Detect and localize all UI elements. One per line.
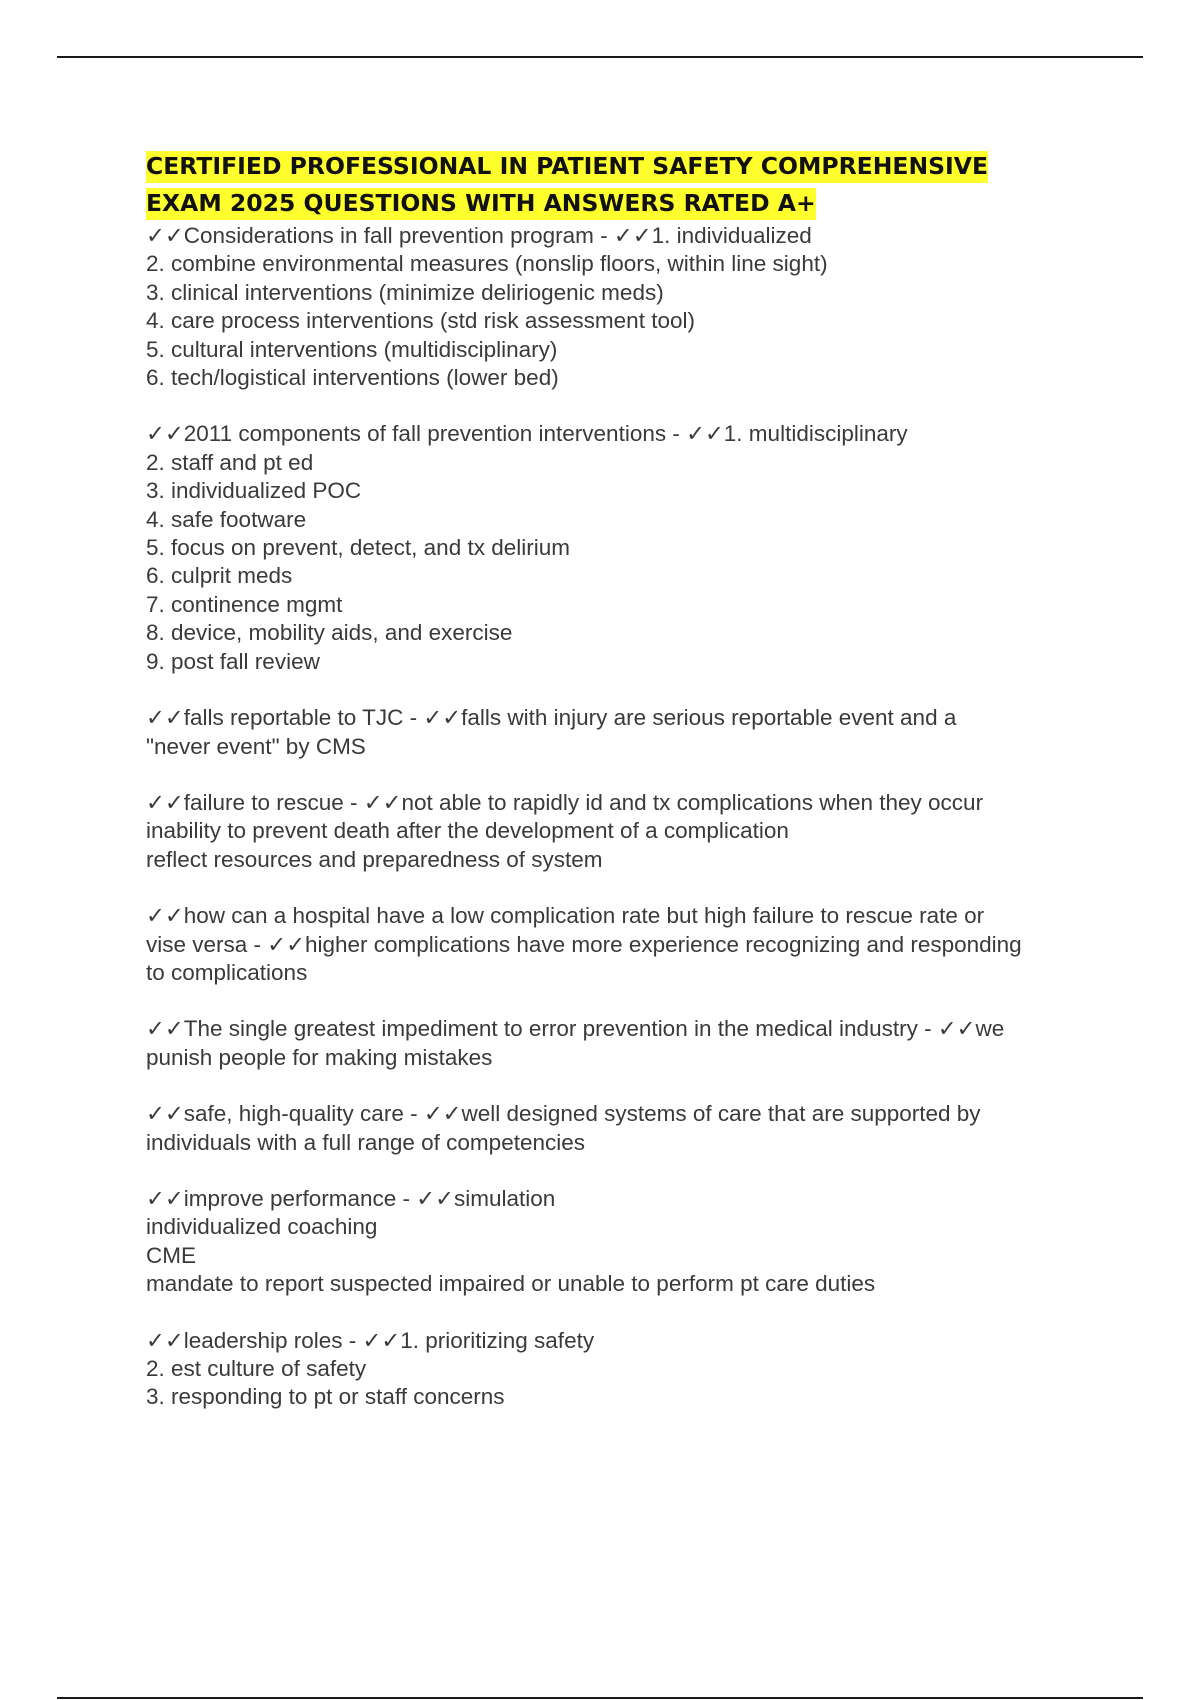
document-title bbox=[146, 148, 1106, 222]
qa-entry-fall-prevention-components: ✓✓2011 components of fall prevention interventions - ✓✓1. multidisciplinary 2. staff and pt ed 3. individualized POC 4. safe footware 5. focus on prevent, detect, and tx delirium 6. culprit meds 7. continence mgmt 8. device, mobility aids, and exercise 9. post fall review bbox=[146, 421, 908, 674]
qa-entry-greatest-impediment: ✓✓The single greatest impediment to error prevention in the medical industry - ✓✓we punish people for making mistakes bbox=[146, 1016, 1005, 1070]
qa-entry-improve-performance: ✓✓improve performance - ✓✓simulation individualized coaching CME mandate to report suspected impaired or unable to perform pt care duties bbox=[146, 1185, 876, 1297]
qa-entry-failure-to-rescue: ✓✓failure to rescue - ✓✓not able to rapidly id and tx complications when they occur inability to prevent death after the development of a complication reflect resources and preparedness of system bbox=[146, 789, 984, 872]
qa-entry-complication-rate: ✓✓how can a hospital have a low complication rate but high failure to rescue rate or vise versa - ✓✓higher complications have more experience recognizing and responding to complications bbox=[146, 903, 1022, 985]
title-line-2: EXAM 2025 QUESTIONS WITH ANSWERS RATED A+ bbox=[146, 188, 816, 220]
document-body bbox=[146, 148, 1106, 1412]
header-rule bbox=[57, 56, 1143, 58]
qa-entry-fall-prevention-considerations: ✓✓Considerations in fall prevention program - ✓✓1. individualized 2. combine environmental measures (nonslip floors, within line sight) 3. clinical interventions (minimize deliriogenic meds) 4. care process interventions (std risk assessment tool) 5. cultural interventions (multidisciplinary) 6. tech/logistical interventions (lower bed) bbox=[146, 223, 828, 391]
qa-entry-falls-reportable: ✓✓falls reportable to TJC - ✓✓falls with injury are serious reportable event and a "never event" by CMS bbox=[146, 705, 957, 759]
footer-rule bbox=[57, 1697, 1143, 1699]
qa-entry-leadership-roles: ✓✓leadership roles - ✓✓1. prioritizing safety 2. est culture of safety 3. responding to pt or staff concerns bbox=[146, 1327, 595, 1410]
qa-entry-safe-high-quality-care: ✓✓safe, high-quality care - ✓✓well designed systems of care that are supported by individuals with a full range of competencies bbox=[146, 1101, 981, 1155]
title-line-1: CERTIFIED PROFESSIONAL IN PATIENT SAFETY COMPREHENSIVE bbox=[146, 151, 988, 183]
